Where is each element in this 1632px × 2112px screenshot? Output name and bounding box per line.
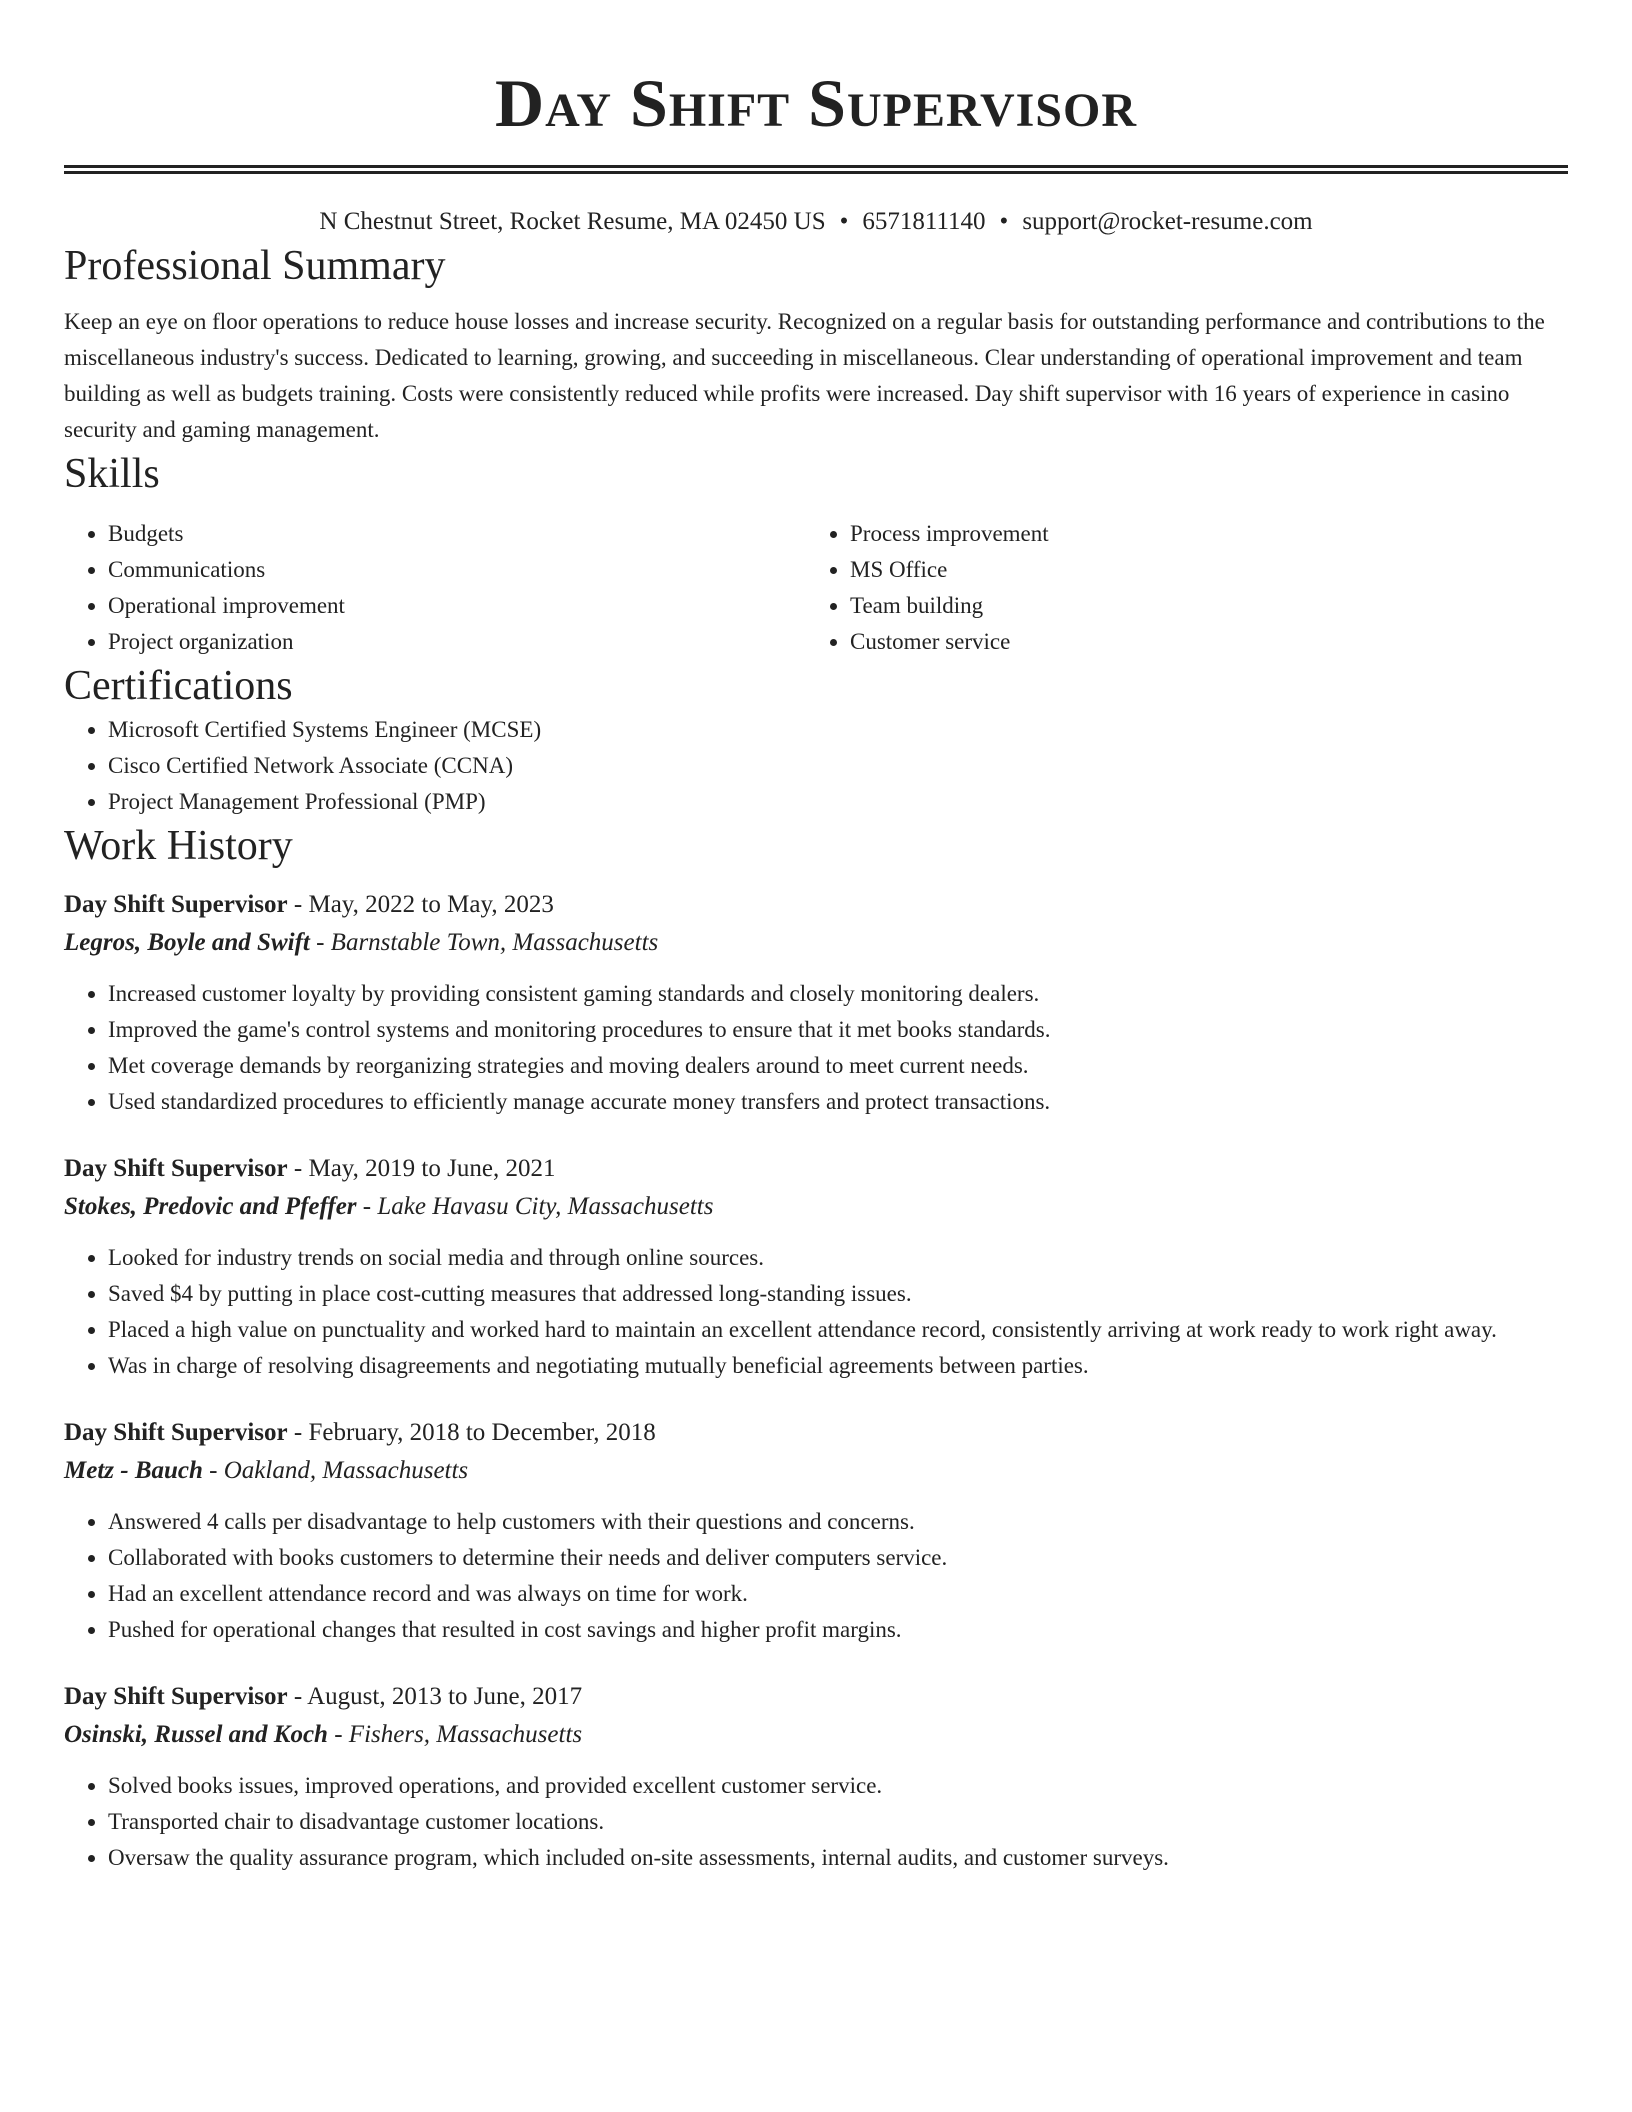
skills-column-left — [64, 516, 806, 660]
title-divider — [64, 165, 1568, 174]
job-location: Lake Havasu City, Massachusetts — [377, 1193, 714, 1220]
job-dates: May, 2022 to May, 2023 — [308, 891, 554, 918]
job-bullet: • Improved the game's control systems and monitoring procedures to ensure that it met books standards. — [108, 1012, 1568, 1048]
skill-item: • Communications — [108, 552, 806, 588]
job-bullets — [64, 1768, 1568, 1876]
job-role: Day Shift Supervisor — [64, 1683, 288, 1710]
job-title-line: Day Shift Supervisor - February, 2018 to December, 2018 — [64, 1419, 656, 1446]
contact-separator: • — [999, 208, 1009, 235]
skills-list-left — [64, 516, 806, 660]
skills-column-right — [806, 516, 1548, 660]
skill-item: • Process improvement — [850, 516, 1548, 552]
job-employer-line: Metz - Bauch - Oakland, Massachusetts — [64, 1457, 469, 1484]
job-location: Fishers, Massachusetts — [348, 1721, 583, 1748]
job-entry — [64, 886, 1568, 1120]
job-company: Metz - Bauch — [64, 1457, 203, 1484]
job-company: Osinski, Russel and Koch — [64, 1721, 328, 1748]
job-role: Day Shift Supervisor — [64, 891, 288, 918]
skill-item: • Customer service — [850, 624, 1548, 660]
job-employer-line: Legros, Boyle and Swift - Barnstable Town, Massachusetts — [64, 929, 659, 956]
job-employer-line: Stokes, Predovic and Pfeffer - Lake Havasu City, Massachusetts — [64, 1193, 714, 1220]
job-bullet: • Saved $4 by putting in place cost-cutting measures that addressed long-standing issues. — [108, 1276, 1568, 1312]
skill-item: • MS Office — [850, 552, 1548, 588]
job-company: Legros, Boyle and Swift — [64, 929, 310, 956]
job-bullet: • Transported chair to disadvantage customer locations. — [108, 1804, 1568, 1840]
job-dates: February, 2018 to December, 2018 — [308, 1419, 656, 1446]
summary-text: Keep an eye on floor operations to reduce house losses and increase security. Recognized on a regular basis for outstanding performance and contributions to the miscellaneous industry's success. Dedicated to learning, growing, and succeeding in miscellaneous. Clear understanding of operational improvement and team building as well as budgets training. Costs were consistently reduced while profits were increased. Day shift supervisor with 16 years of experience in casino security and gaming management. — [64, 309, 1545, 442]
job-company: Stokes, Predovic and Pfeffer — [64, 1193, 357, 1220]
job-dates: August, 2013 to June, 2017 — [307, 1683, 583, 1710]
job-bullet: • Answered 4 calls per disadvantage to help customers with their questions and concerns. — [108, 1504, 1568, 1540]
summary-heading: Professional Summary — [64, 243, 446, 289]
job-entry — [64, 1414, 1568, 1648]
job-employer-line: Osinski, Russel and Koch - Fishers, Massachusetts — [64, 1721, 583, 1748]
job-entry — [64, 1678, 1568, 1876]
job-title-line: Day Shift Supervisor - May, 2022 to May, 2023 — [64, 891, 554, 918]
contact-separator: • — [839, 208, 849, 235]
job-role: Day Shift Supervisor — [64, 1155, 288, 1182]
contact-address: N Chestnut Street, Rocket Resume, MA 02450 US — [319, 208, 826, 235]
contact-line — [64, 204, 1568, 240]
job-bullet: • Met coverage demands by reorganizing strategies and moving dealers around to meet current needs. — [108, 1048, 1568, 1084]
job-bullets — [64, 976, 1568, 1120]
certification-item: • Cisco Certified Network Associate (CCNA) — [108, 748, 1568, 784]
skill-item: • Project organization — [108, 624, 806, 660]
job-bullet: • Had an excellent attendance record and was always on time for work. — [108, 1576, 1568, 1612]
certifications-heading: Certifications — [64, 663, 293, 709]
job-bullet: • Solved books issues, improved operations, and provided excellent customer service. — [108, 1768, 1568, 1804]
resume-title: Day Shift Supervisor — [494, 65, 1138, 141]
certification-item: • Project Management Professional (PMP) — [108, 784, 1568, 820]
skills-grid — [64, 516, 1568, 660]
job-location: Oakland, Massachusetts — [223, 1457, 469, 1484]
resume-page — [64, 0, 1568, 1876]
certification-item: • Microsoft Certified Systems Engineer (MCSE) — [108, 712, 1568, 748]
job-bullet: • Was in charge of resolving disagreements and negotiating mutually beneficial agreements between parties. — [108, 1348, 1568, 1384]
skills-list-right — [806, 516, 1548, 660]
job-bullet: • Oversaw the quality assurance program, which included on-site assessments, internal audits, and customer surveys. — [108, 1840, 1568, 1876]
skills-heading: Skills — [64, 451, 160, 497]
job-bullet: • Pushed for operational changes that resulted in cost savings and higher profit margins. — [108, 1612, 1568, 1648]
skill-item: • Team building — [850, 588, 1548, 624]
job-bullet: • Used standardized procedures to efficiently manage accurate money transfers and protect transactions. — [108, 1084, 1568, 1120]
contact-email: support@rocket-resume.com — [1022, 208, 1313, 235]
job-bullets — [64, 1504, 1568, 1648]
job-bullet: • Placed a high value on punctuality and worked hard to maintain an excellent attendance record, consistently arriving at work ready to work right away. — [108, 1312, 1568, 1348]
job-bullet: • Looked for industry trends on social media and through online sources. — [108, 1240, 1568, 1276]
skill-item: • Budgets — [108, 516, 806, 552]
work-history-heading: Work History — [64, 823, 293, 869]
job-title-line: Day Shift Supervisor - May, 2019 to June, 2021 — [64, 1155, 556, 1182]
job-title-line: Day Shift Supervisor - August, 2013 to June, 2017 — [64, 1683, 583, 1710]
job-entry — [64, 1150, 1568, 1384]
job-bullet: • Collaborated with books customers to determine their needs and deliver computers service. — [108, 1540, 1568, 1576]
job-dates: May, 2019 to June, 2021 — [308, 1155, 556, 1182]
job-bullets — [64, 1240, 1568, 1384]
certifications-list — [64, 712, 1568, 820]
job-role: Day Shift Supervisor — [64, 1419, 288, 1446]
contact-phone: 6571811140 — [862, 208, 986, 235]
job-location: Barnstable Town, Massachusetts — [330, 929, 659, 956]
job-bullet: • Increased customer loyalty by providing consistent gaming standards and closely monitoring dealers. — [108, 976, 1568, 1012]
skill-item: • Operational improvement — [108, 588, 806, 624]
